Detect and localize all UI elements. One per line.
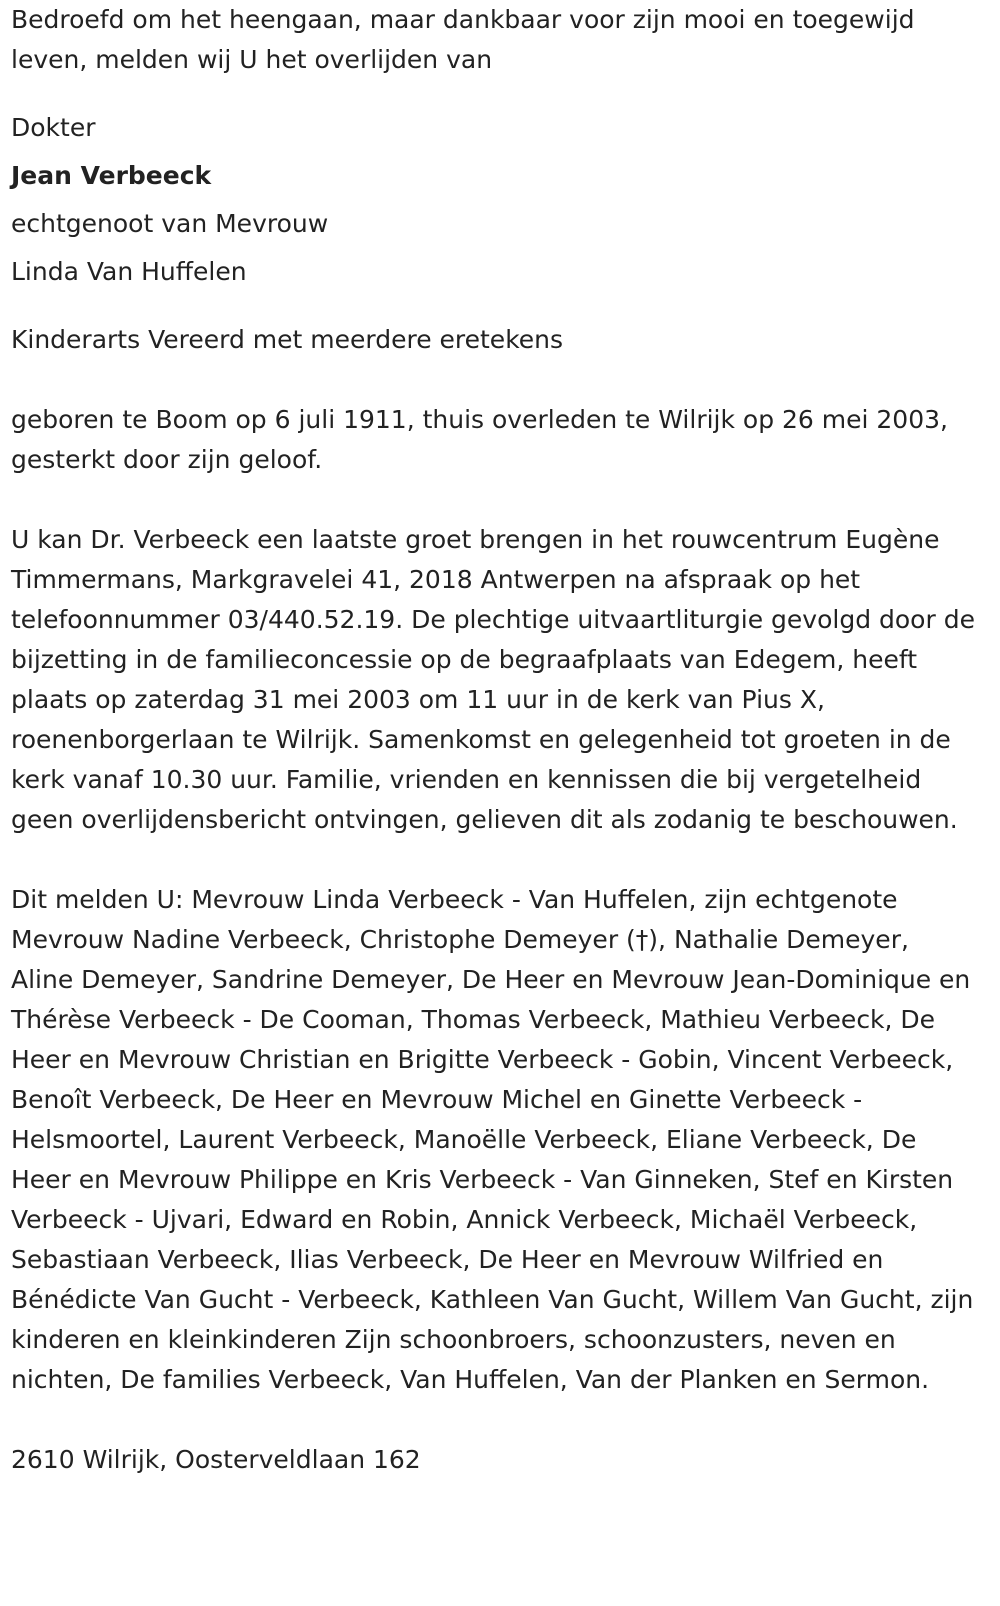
profession-line: Kinderarts Vereerd met meerdere eretekens	[11, 325, 564, 354]
deceased-block	[11, 104, 978, 296]
spacer	[11, 1400, 978, 1440]
birth-death-paragraph: geboren te Boom op 6 juli 1911, thuis overleden te Wilrijk op 26 mei 2003, gesterkt door zijn geloof.	[11, 405, 948, 474]
spacer	[11, 840, 978, 880]
spacer	[11, 480, 978, 520]
ceremony-paragraph: U kan Dr. Verbeeck een laatste groet brengen in het rouwcentrum Eugène Timmermans, Markgravelei 41, 2018 Antwerpen na afspraak op het telefoonnummer 03/440.52.19. De plechtige uitvaartliturgie gevolgd door de bijzetting in de familieconcessie op de begraafplaats van Edegem, heeft plaats op zaterdag 31 mei 2003 om 11 uur in de kerk van Pius X, roenenborgerlaan te Wilrijk. Samenkomst en gelegenheid tot groeten in de kerk vanaf 10.30 uur. Familie, vrienden en kennissen die bij vergetelheid geen overlijdensbericht ontvingen, gelieven dit als zodanig te beschouwen.	[11, 525, 975, 834]
intro-paragraph: Bedroefd om het heengaan, maar dankbaar voor zijn mooi en toegewijd leven, melden wij U het overlijden van	[11, 5, 915, 74]
spouse-name: Linda Van Huffelen	[11, 257, 247, 286]
spouse-label: echtgenoot van Mevrouw	[11, 209, 329, 238]
address-line: 2610 Wilrijk, Oosterveldlaan 162	[11, 1445, 421, 1474]
family-paragraph: Dit melden U: Mevrouw Linda Verbeeck - Van Huffelen, zijn echtgenote Mevrouw Nadine Verbeeck, Christophe Demeyer (†), Nathalie Demeyer, Aline Demeyer, Sandrine Demeyer, De Heer en Mevrouw Jean-Dominique en Thérèse Verbeeck - De Cooman, Thomas Verbeeck, Mathieu Verbeeck, De Heer en Mevrouw Christian en Brigitte Verbeeck - Gobin, Vincent Verbeeck, Benoît Verbeeck, De Heer en Mevrouw Michel en Ginette Verbeeck - Helsmoortel, Laurent Verbeeck, Manoëlle Verbeeck, Eliane Verbeeck, De Heer en Mevrouw Philippe en Kris Verbeeck - Van Ginneken, Stef en Kirsten Verbeeck - Ujvari, Edward en Robin, Annick Verbeeck, Michaël Verbeeck, Sebastiaan Verbeeck, Ilias Verbeeck, De Heer en Mevrouw Wilfried en Bénédicte Van Gucht - Verbeeck, Kathleen Van Gucht, Willem Van Gucht, zijn kinderen en kleinkinderen Zijn schoonbroers, schoonzusters, neven en nichten, De families Verbeeck, Van Huffelen, Van der Planken en Sermon.	[11, 885, 974, 1394]
deceased-name: Jean Verbeeck	[11, 161, 212, 190]
spacer	[11, 80, 978, 104]
spacer	[11, 360, 978, 400]
deceased-title: Dokter	[11, 113, 96, 142]
spacer	[11, 296, 978, 320]
